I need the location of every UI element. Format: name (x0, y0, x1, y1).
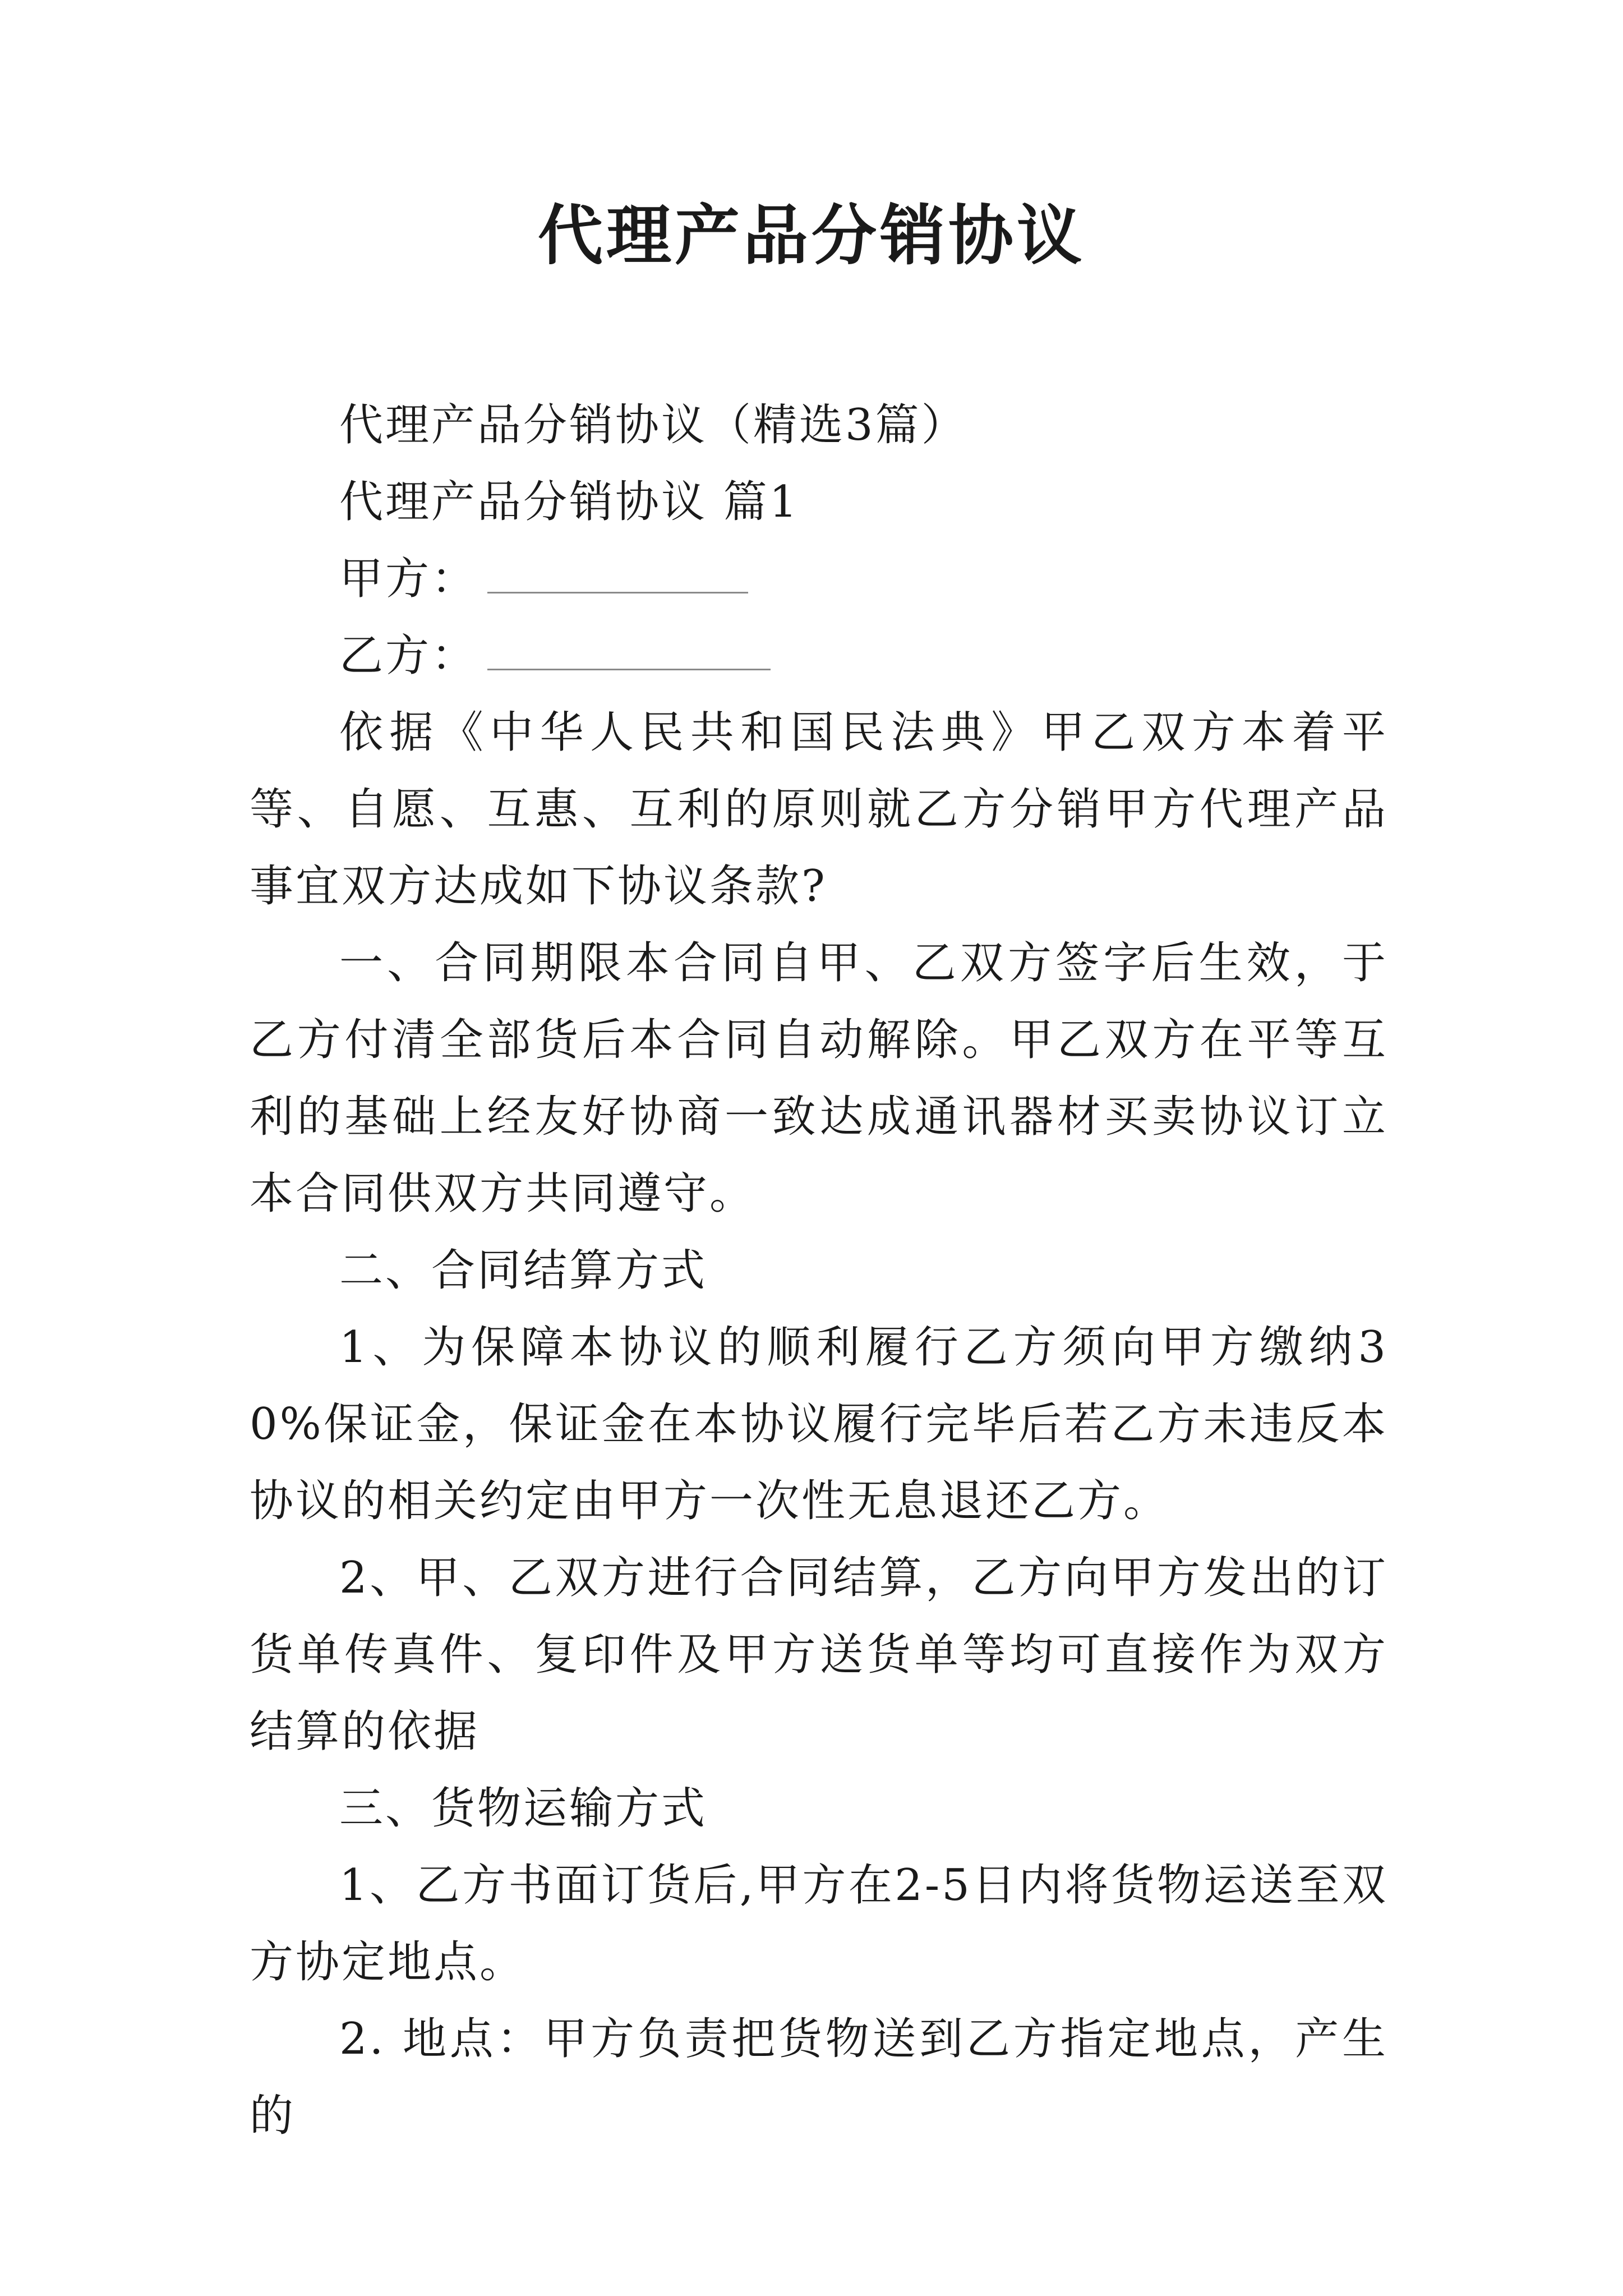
paragraph-section-2-item-1: 1、为保障本协议的顺利履行乙方须向甲方缴纳30%保证金，保证金在本协议履行完毕后若乙方未违反本协议的相关约定由甲方一次性无息退还乙方。 (250, 1322, 1388, 1526)
document-title: 代理产品分销协议 (538, 197, 1085, 274)
party-b-label: 乙方： (339, 631, 478, 681)
paragraph-section-2-item-2: 2、甲、乙双方进行合同结算，乙方向甲方发出的订货单传真件、复印件及甲方送货单等均可直接作为双方结算的依据 (250, 1553, 1388, 1757)
paragraph-section-3-heading: 三、货物运输方式 (339, 1783, 708, 1834)
party-a-blank[interactable] (487, 558, 748, 593)
paragraph-section-2-heading: 二、合同结算方式 (339, 1245, 708, 1296)
paragraph-section-1: 一、合同期限本合同自甲、乙双方签字后生效，于乙方付清全部货后本合同自动解除。甲乙双方在平等互利的基础上经友好协商一致达成通讯器材买卖协议订立本合同供双方共同遵守。 (250, 938, 1388, 1219)
party-b-line (250, 618, 1388, 694)
paragraph-section-3-item-1: 1、乙方书面订货后,甲方在2-5日内将货物运送至双方协定地点。 (250, 1860, 1388, 1987)
party-a-line (250, 541, 1388, 618)
part-heading: 代理产品分销协议 篇1 (339, 477, 800, 527)
paragraph-intro: 依据《中华人民共和国民法典》甲乙双方本着平等、自愿、互惠、互利的原则就乙方分销甲方代理产品事宜双方达成如下协议条款? (250, 707, 1388, 912)
paragraph-section-3-item-2: 2. 地点：甲方负责把货物送到乙方指定地点，产生的 (250, 2014, 1388, 2141)
party-a-label: 甲方： (339, 554, 478, 604)
party-b-blank[interactable] (487, 635, 771, 670)
document-subtitle: 代理产品分销协议（精选3篇） (339, 400, 967, 450)
